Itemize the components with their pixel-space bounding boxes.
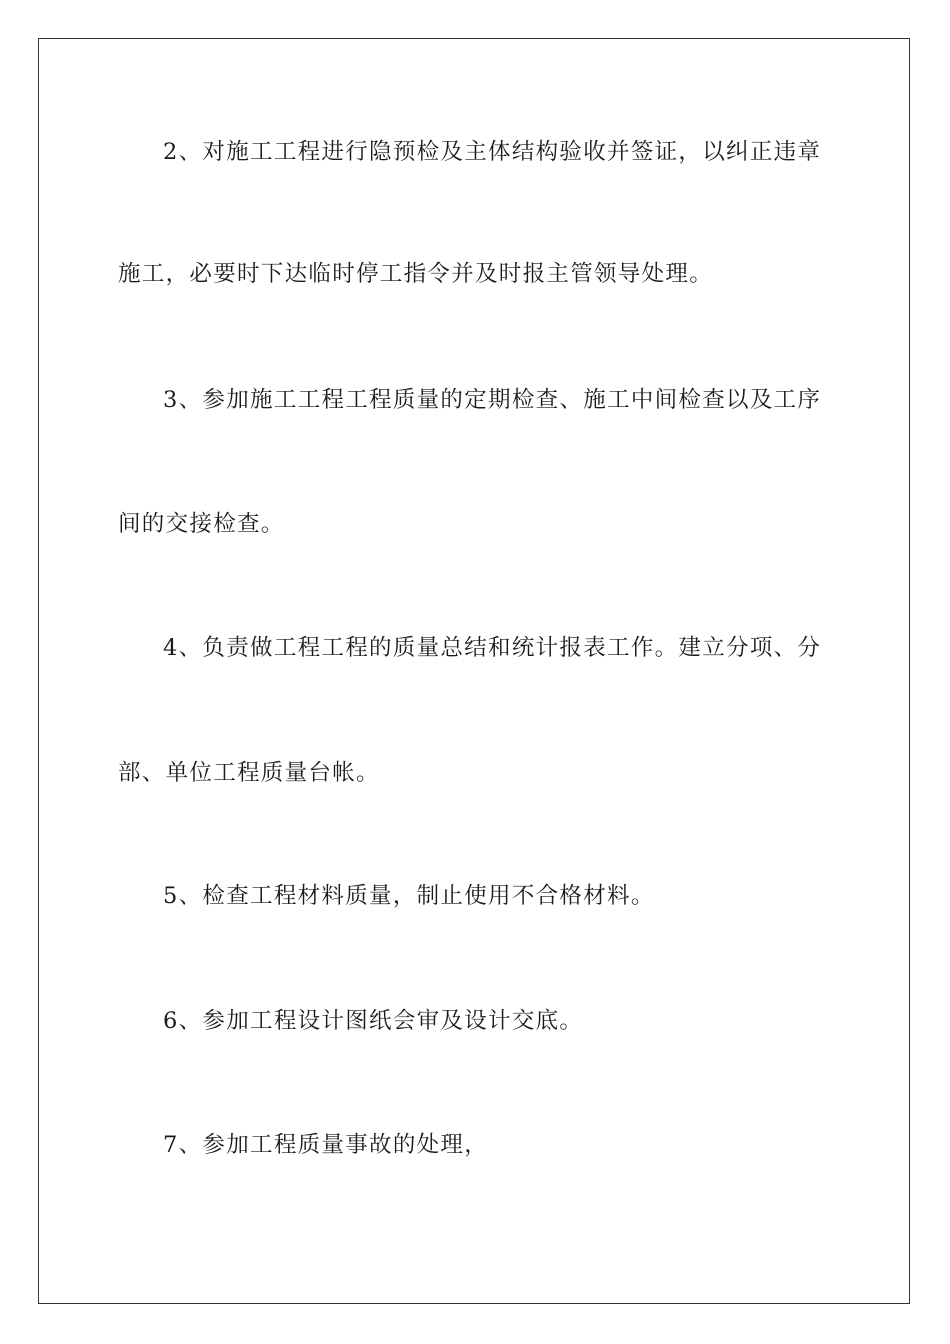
- item-4-line-1: 4、负责做工程工程的质量总结和统计报表工作。建立分项、分: [163, 635, 822, 661]
- item-5-line-1: 5、检查工程材料质量，制止使用不合格材料。: [163, 883, 655, 909]
- item-3-line-1: 3、参加施工工程工程质量的定期检查、施工中间检查以及工序: [163, 387, 822, 413]
- page-frame: [38, 38, 910, 1304]
- item-2-line-1: 2、对施工工程进行隐预检及主体结构验收并签证，以纠正违章: [163, 139, 822, 165]
- item-6-line-1: 6、参加工程设计图纸会审及设计交底。: [163, 1008, 584, 1034]
- item-7-line-1: 7、参加工程质量事故的处理，: [163, 1132, 489, 1158]
- item-3-line-2: 间的交接检查。: [118, 511, 285, 537]
- item-4-line-2: 部、单位工程质量台帐。: [118, 760, 380, 786]
- item-2-line-2: 施工，必要时下达临时停工指令并及时报主管领导处理。: [118, 261, 714, 287]
